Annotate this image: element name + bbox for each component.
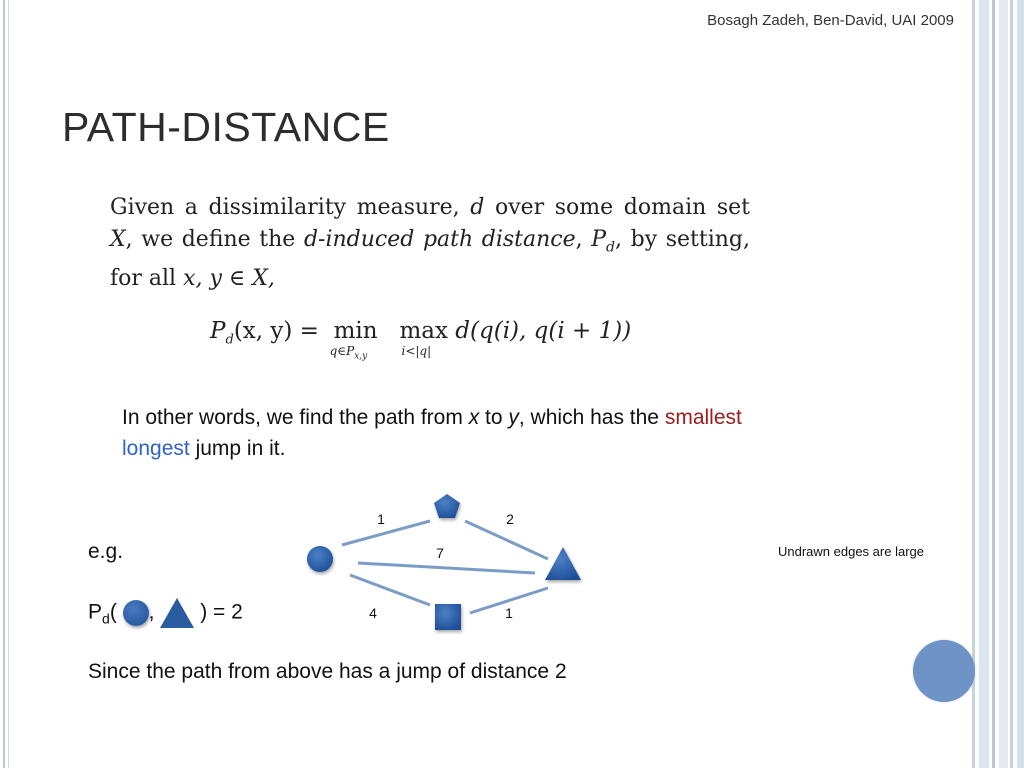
triangle-node bbox=[545, 547, 581, 580]
pentagon-node bbox=[434, 494, 460, 518]
square-node bbox=[435, 604, 461, 630]
explanation-text: In other words, we find the path from x to y, which has the smallest longest jump in it. bbox=[122, 406, 742, 460]
definition-text: Given a dissimilarity measure, d over some domain set X, we define the d-induced path distance, $P_d$, by setting, for all x, y ∈ X, bbox=[110, 195, 750, 292]
header-credit: Bosagh Zadeh, Ben-David, UAI 2009 bbox=[707, 12, 954, 29]
decorative-circle bbox=[913, 640, 975, 702]
circle-node-icon bbox=[123, 600, 149, 626]
symbol-xy: x, y ∈ X, bbox=[183, 266, 275, 292]
edge-weight-label: 7 bbox=[436, 545, 444, 561]
smallest-word: smallest bbox=[664, 406, 742, 429]
path-distance-formula: $P_d(x$, y) = min $q\in P_{x,y}$ max i<|q| d(q(i), q(i + 1)) bbox=[210, 318, 632, 362]
symbol-d: d bbox=[470, 195, 485, 220]
edge-weight-label: 1 bbox=[505, 605, 513, 621]
left-border-decoration bbox=[0, 0, 12, 768]
slide-title: PATH-DISTANCE bbox=[62, 104, 390, 150]
induced-term: d-induced path distance bbox=[303, 227, 576, 252]
edge-circle-triangle bbox=[358, 563, 535, 573]
edge-weight-label: 4 bbox=[369, 605, 377, 621]
right-border-decoration bbox=[972, 0, 1024, 768]
pd-example: $P_d$( , ) = 2 bbox=[88, 598, 243, 628]
example-graph bbox=[290, 485, 610, 645]
edge-circle-square bbox=[350, 575, 430, 605]
triangle-node-icon bbox=[160, 598, 194, 628]
symbol-X: X bbox=[110, 227, 126, 252]
edge-circle-pentagon bbox=[342, 521, 430, 545]
edge-weight-label: 2 bbox=[506, 511, 514, 527]
conclusion-text: Since the path from above has a jump of distance 2 bbox=[88, 660, 567, 683]
edge-weight-label: 1 bbox=[377, 511, 385, 527]
example-label: e.g. bbox=[88, 540, 124, 563]
circle-node bbox=[307, 546, 333, 572]
longest-word: longest bbox=[122, 437, 190, 460]
undrawn-edges-note: Undrawn edges are large bbox=[778, 544, 924, 559]
